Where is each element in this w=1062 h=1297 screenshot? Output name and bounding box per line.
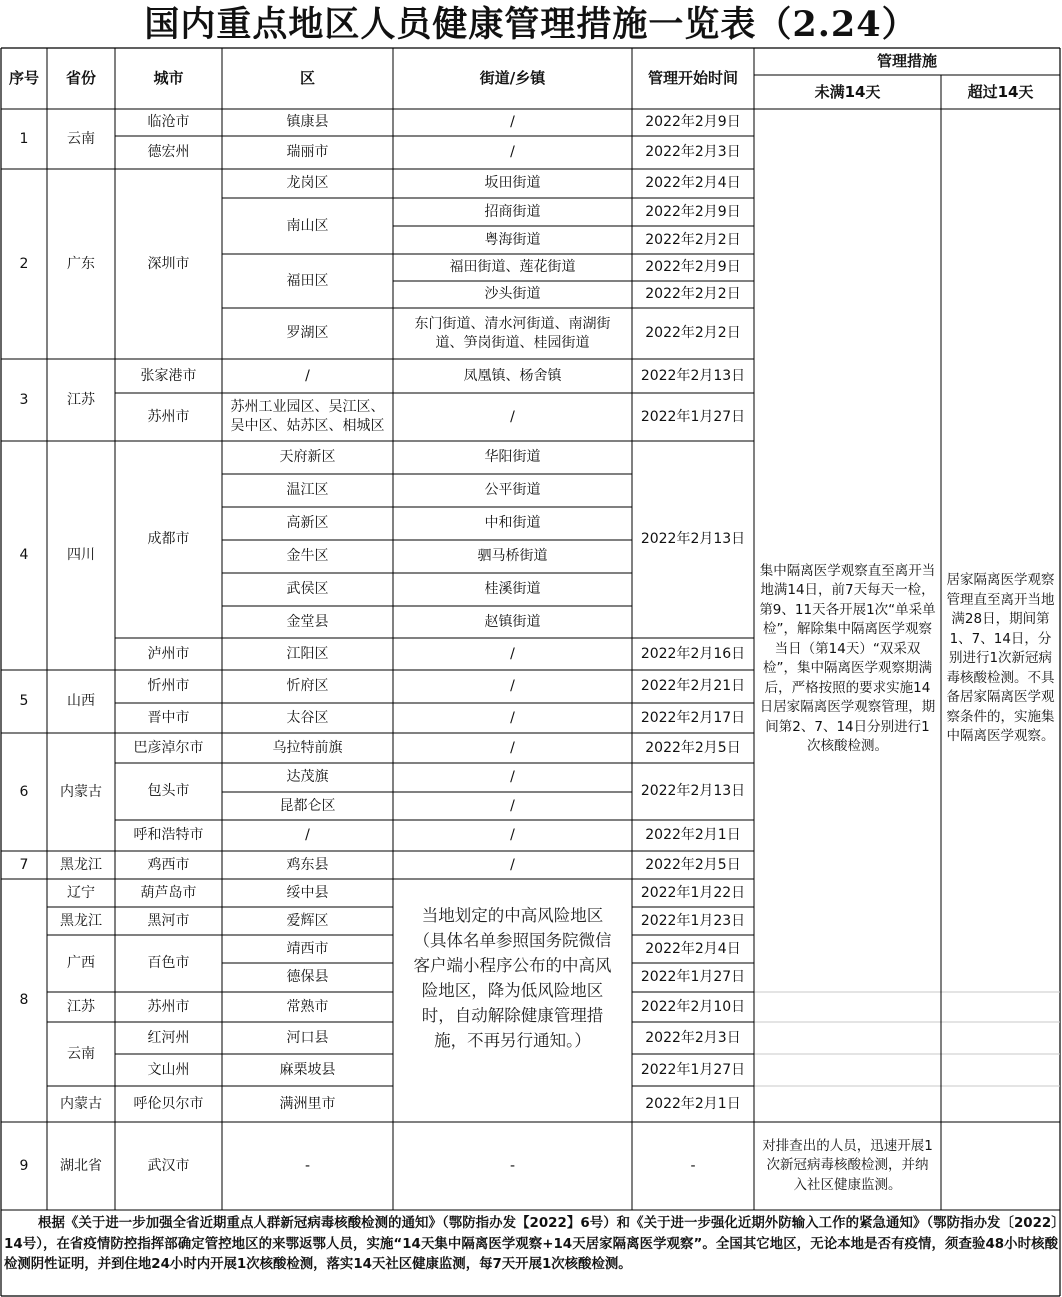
footnote: 根据《关于进一步加强全省近期重点人群新冠病毒核酸检测的通知》（鄂防指办发【2022】6号）和《关于进一步强化近期外防输入工作的紧急通知》（鄂防指办发〔2022〕14号），在省疫情防控指挥部确定管控地区的来鄂返鄂人员，实施“14天集中隔离医学观察+14天居家隔离医学观察”。全国其它地区，无论本地是否有疫情，须查验48小时核酸检测阴性证明，并到住地24小时内开展1次核酸检测，落实14天社区健康监测，每7天开展1次核酸检测。 [4,1216,1058,1272]
province-cell: 内蒙古 [60,783,102,800]
header-over-14-days: 超过14天 [967,82,1034,101]
street-cell: 坂田街道 [484,175,541,191]
district-cell: 高新区 [286,515,329,531]
seq-cell: 7 [19,856,29,873]
city-cell: 苏州市 [147,998,190,1015]
district-cell: 常熟市 [286,998,329,1015]
district-cell: 瑞丽市 [286,144,329,160]
city-cell: 德宏州 [147,144,190,160]
city-cell: 黑河市 [147,912,190,929]
province-cell: 广东 [67,255,95,272]
street-cell: / [510,114,515,130]
district-cell: / [305,827,310,843]
city-cell: 忻州市 [147,678,190,694]
street-cell: 沙头街道 [484,286,541,302]
district-cell: 温江区 [286,482,329,498]
district-cell: 麻栗坡县 [279,1061,336,1078]
street-cell: 招商街道 [484,203,541,220]
seq-cell: 1 [19,130,29,147]
district-cell: 绥中县 [286,884,329,901]
street-cell: / [510,144,515,160]
district-cell: 南山区 [286,217,329,234]
district-cell: / [305,367,310,384]
city-cell: 鸡西市 [147,856,190,873]
city-cell: 武汉市 [147,1157,190,1174]
district-cell: 河口县 [286,1029,329,1046]
street-cell: / [510,827,515,843]
district-cell: 昆都仑区 [279,797,336,814]
city-cell: 张家港市 [140,367,197,384]
city-cell: 呼伦贝尔市 [133,1095,204,1112]
province-cell: 辽宁 [67,884,95,901]
district-cell: 忻府区 [286,678,329,694]
seq-cell: 3 [19,391,29,408]
street-cell: / [510,408,515,425]
street-cell: 驷马桥街道 [477,548,548,564]
street-cell: / [510,797,515,814]
city-cell: 红河州 [147,1029,190,1046]
date-cell: 2022年2月2日 [645,286,741,302]
date-cell: 2022年2月3日 [645,144,741,160]
seq-cell: 6 [19,783,29,800]
date-cell: 2022年2月17日 [640,709,746,726]
seq-cell: 5 [19,693,29,709]
seq-cell: 9 [19,1157,29,1174]
street-cell: 粤海街道 [484,231,541,248]
date-cell: 2022年2月21日 [640,678,746,694]
city-cell: 巴彦淖尔市 [133,739,204,756]
city-cell: 文山州 [147,1061,190,1078]
district-cell: 爱辉区 [286,912,329,929]
street-cell: 福田街道、莲花街道 [449,259,576,275]
risk-area-note: 当地划定的中高风险地区（具体名单参照国务院微信客户端小程序公布的中高风险地区，降为低风险地区时，自动解除健康管理措施，不再另行通知。） [413,906,612,1050]
header-city: 城市 [153,69,184,87]
district-cell: 达茂旗 [286,769,329,785]
date-cell: 2022年2月13日 [640,367,746,384]
seq-cell: 4 [19,547,29,563]
district-cell: 满洲里市 [279,1095,336,1112]
date-cell: 2022年1月27日 [640,1061,746,1078]
street-cell: 公平街道 [484,482,541,498]
date-cell: 2022年2月9日 [645,259,741,275]
district-cell: 金牛区 [286,548,329,564]
province-cell: 山西 [67,693,95,709]
province-cell: 云南 [67,130,95,147]
date-cell: 2022年2月10日 [640,998,746,1015]
date-cell: 2022年2月1日 [645,1095,741,1112]
street-cell: / [510,739,515,756]
date-cell: 2022年2月5日 [645,856,741,873]
district-cell: 罗湖区 [286,325,329,341]
district-cell: 武侯区 [286,581,329,597]
street-cell: 华阳街道 [484,449,541,465]
city-cell: 深圳市 [147,255,190,272]
date-cell: 2022年2月2日 [645,325,741,341]
date-cell: 2022年1月27日 [640,969,746,985]
date-cell: - [690,1157,696,1174]
street-cell: / [510,769,515,785]
district-cell: 镇康县 [286,114,329,130]
city-cell: 临沧市 [147,114,190,130]
district-cell: 太谷区 [286,709,329,726]
province-cell: 黑龙江 [60,912,102,929]
measure-under-14-days: 集中隔离医学观察直至离开当地满14日，前7天每天一检，第9、11天各开展1次“单采单检”，解除集中隔离医学观察当日（第14天）“双采双检”，集中隔离医学观察期满后，严格按照的要求实施14日居家隔离医学观察管理，期间第2、7、14日分别进行1次核酸检测。 [759,562,936,754]
province-cell: 江苏 [67,391,95,408]
street-cell: 中和街道 [484,515,541,531]
street-cell: / [510,856,515,873]
district-cell: 天府新区 [279,449,336,465]
province-cell: 广西 [67,955,95,971]
date-cell: 2022年1月27日 [640,408,746,425]
street-cell: / [510,678,515,694]
date-cell: 2022年2月13日 [640,531,746,547]
date-cell: 2022年1月22日 [640,884,746,901]
district-cell: 福田区 [286,272,329,289]
district-cell: 苏州工业园区、吴江区、吴中区、姑苏区、相城区 [230,399,385,434]
date-cell: 2022年2月2日 [645,231,741,248]
date-cell: 2022年2月5日 [645,739,741,756]
date-cell: 2022年1月23日 [640,912,746,929]
street-cell: 东门街道、清水河街道、南湖街道、笋岗街道、桂园街道 [414,315,611,351]
street-cell: - [509,1157,516,1174]
district-cell: 乌拉特前旗 [272,739,343,756]
city-cell: 晋中市 [147,709,190,726]
street-cell: / [510,645,515,662]
district-cell: 龙岗区 [286,175,329,191]
header-measures: 管理措施 [876,52,937,70]
date-cell: 2022年2月13日 [640,783,746,799]
province-cell: 云南 [67,1045,95,1062]
date-cell: 2022年2月16日 [640,645,746,662]
header-district: 区 [299,69,315,87]
seq-cell: 8 [19,992,29,1008]
date-cell: 2022年2月3日 [645,1029,741,1046]
date-cell: 2022年2月1日 [645,827,741,843]
city-cell: 葫芦岛市 [140,884,197,901]
street-cell: / [510,709,515,726]
district-cell: 金堂县 [286,613,329,630]
city-cell: 苏州市 [147,408,190,425]
district-cell: 德保县 [286,969,329,985]
measure-wuhan: 对排查出的人员，迅速开展1次新冠病毒核酸检测，并纳入社区健康监测。 [762,1137,933,1193]
district-cell: - [304,1157,311,1174]
city-cell: 百色市 [147,955,190,971]
header-start-date: 管理开始时间 [647,69,738,87]
header-under-14-days: 未满14天 [814,82,881,101]
date-cell: 2022年2月9日 [645,203,741,220]
city-cell: 成都市 [147,531,190,547]
province-cell: 黑龙江 [60,856,102,873]
district-cell: 江阳区 [286,645,329,662]
date-cell: 2022年2月9日 [645,114,741,130]
street-cell: 桂溪街道 [484,581,541,597]
street-cell: 赵镇街道 [484,613,541,630]
city-cell: 包头市 [147,783,190,799]
province-cell: 湖北省 [60,1157,102,1174]
measure-over-14-days: 居家隔离医学观察管理直至离开当地满28日，期间第1、7、14日，分别进行1次新冠病毒核酸检测。不具备居家隔离医学观察条件的，实施集中隔离医学观察。 [946,572,1055,745]
date-cell: 2022年2月4日 [645,940,741,957]
header-province: 省份 [65,69,96,87]
province-cell: 内蒙古 [60,1095,102,1112]
table-title: 国内重点地区人员健康管理措施一览表（2.24） [144,4,918,45]
street-cell: 凤凰镇、杨舍镇 [463,367,562,384]
date-cell: 2022年2月4日 [645,175,741,191]
province-cell: 江苏 [67,998,95,1015]
city-cell: 泸州市 [147,645,190,662]
header-seq: 序号 [8,69,39,87]
district-cell: 靖西市 [286,940,329,957]
seq-cell: 2 [19,255,29,272]
city-cell: 呼和浩特市 [133,827,204,843]
district-cell: 鸡东县 [286,856,329,873]
header-street: 街道/乡镇 [479,69,546,87]
province-cell: 四川 [67,547,95,563]
